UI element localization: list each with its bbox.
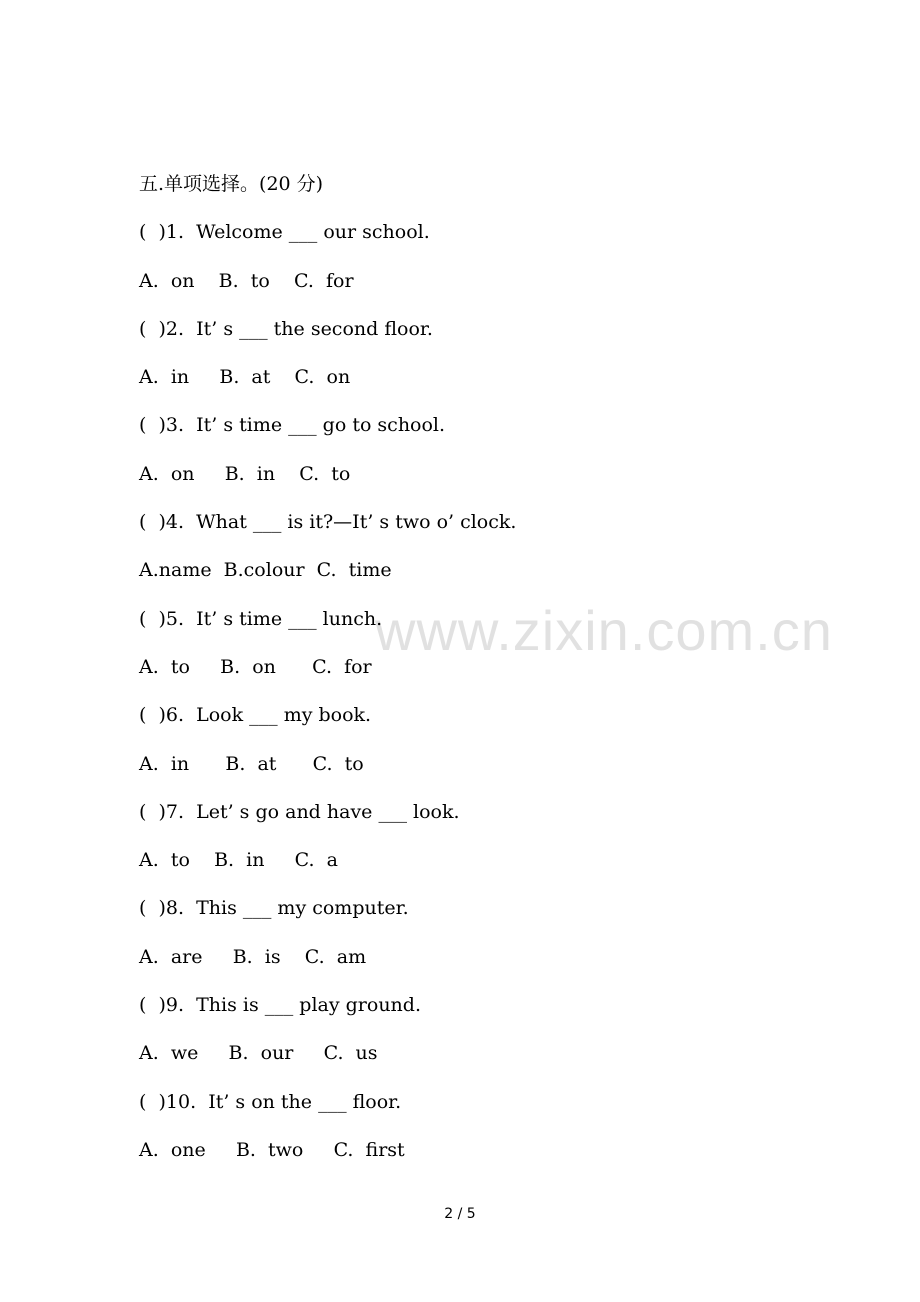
question-1-options: A. on B. to C. for	[139, 269, 354, 292]
question-10-options: A. one B. two C. first	[139, 1138, 405, 1161]
watermark: www.zixin.com.cn	[375, 599, 833, 662]
question-7-options: A. to B. in C. a	[139, 849, 338, 872]
question-2-stem: ( )2. It’ s ___ the second floor.	[139, 317, 433, 340]
question-5-stem: ( )5. It’ s time ___ lunch.	[139, 607, 383, 630]
question-section	[139, 168, 839, 1182]
question-8-stem: ( )8. This ___ my computer.	[139, 897, 409, 920]
question-3-stem: ( )3. It’ s time ___ go to school.	[139, 414, 446, 437]
question-8-options: A. are B. is C. am	[139, 945, 367, 968]
question-3-options: A. on B. in C. to	[139, 462, 351, 485]
question-2-options: A. in B. at C. on	[139, 366, 351, 389]
question-10-stem: ( )10. It’ s on the ___ floor.	[139, 1090, 402, 1113]
question-9-options: A. we B. our C. us	[139, 1042, 378, 1065]
question-6-options: A. in B. at C. to	[139, 752, 364, 775]
page-number: 2 / 5	[444, 1206, 476, 1222]
question-7-stem: ( )7. Let’ s go and have ___ look.	[139, 800, 460, 823]
question-4-options: A.name B.colour C. time	[139, 559, 392, 582]
question-9-stem: ( )9. This is ___ play ground.	[139, 994, 421, 1017]
section-heading: 五.单项选择。(20 分)	[139, 173, 324, 195]
question-1-stem: ( )1. Welcome ___ our school.	[139, 221, 430, 244]
question-6-stem: ( )6. Look ___ my book.	[139, 704, 372, 727]
question-5-options: A. to B. on C. for	[139, 655, 372, 678]
question-4-stem: ( )4. What ___ is it?—It’ s two o’ clock.	[139, 511, 517, 534]
